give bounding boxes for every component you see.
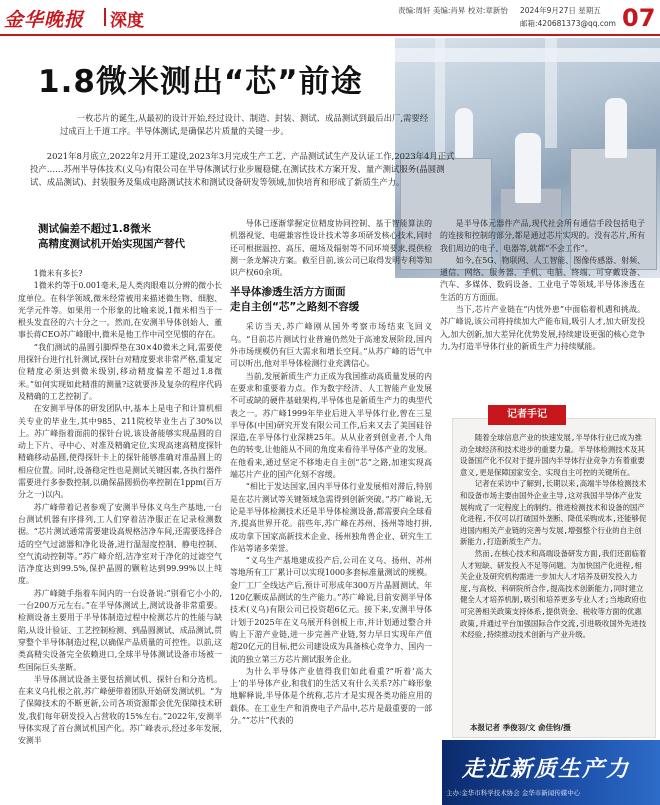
col1-paragraph: 半导体测试设备主要包括测试机、探针台和分选机。在来义乌扎根之前,苏广峰便带着团队开始研发测试机。“为了保障技术的不断更新,公司各项资源都会优先保障技术研发,我们每年研发投入占营收的15%左右。”2022年,安测半导体实现了首台测试机国产化。苏广峰表示,经过多年发展,安测半 [18, 674, 222, 746]
notes-paragraph: 记者在采访中了解到,长期以来,高端半导体检测技术和设备市场主要由国外企业主导,这对我国半导体产业发展构成了一定程度上的制约。推进检测技术和设备的国产化进程,不仅可以打破国外垄断、降低采购成本,还能够促进国内相关产业链的完善与发展,增强整个行业的自主创新能力,打造新质生产力。 [460, 479, 647, 547]
reporter-notes-tag: 记者手记 [488, 405, 566, 425]
lead-paragraph-1: 一枚芯片的诞生,从最初的设计开始,经过设计、制造、封装、测试、成品测试到最后出厂,需要经过成百上千道工序。半导体测试,是确保芯片质量的关键一步。 [60, 113, 429, 136]
notes-paragraph: 然而,在核心技术和高端设备研发方面,我们还面临着人才短缺、研发投入不足等问题。为加快国产化进程,相关企业及研究机构需进一步加大人才培养及研发投入力度,与高校、科研院所合作,提高技术创新能力,同时建立健全人才培养机制,吸引和培养更多专业人才;当地政府也可完善相关政策支持体系,提供资金、税收等方面的优惠政策,并通过平台加强国际合作交流,引进吸收国外先进技术经验,持续推动技术创新与产业升级。 [460, 548, 647, 640]
issue-date: 2024年9月27日 星期五 [520, 6, 601, 15]
col3-paragraph: 如今,在5G、物联网、人工智能、图像传感器、射频、通信、网络、服务器、手机、电脑、终端、可穿戴设备、汽车、多媒体、数码设备、工业电子等领域,半导体渗透在生活的方方面面。 [440, 255, 645, 302]
col2-paragraph: “相比于发达国家,国内半导体行业发展相对滞后,特别是在芯片测试等关键领域急需得到创新突破。”苏广峰说,无论是半导体检测技术还是半导体检测设备,都需要向全球看齐,提高世界开花。前些年,苏广峰在苏州、扬州等地打拼,成功拿下国家高新技术企业、扬州独角兽企业、研究生工作站等诸多荣誉。 [230, 482, 432, 553]
staff-credits [398, 5, 508, 16]
col1-paragraph: 苏广峰随手指着车间内的一台设备说:“别看它小小的,一台200万元左右。”在半导体测试上,测试设备非常重要。检测设备主要用于半导体制造过程中检测芯片的性能与缺陷,从设计验证、工艺控制检测、到晶圆测试、成品测试,贯穿整个半导体制造过程,以确保产品质量的可控性。以前,这类高精尖设备完全依赖进口,全球半导体测试设备市场被一些国际巨头垄断。 [18, 588, 222, 672]
col2-subhead: 半导体渗透生活方方面面 走自主创“芯”之路刻不容缓 [230, 286, 360, 314]
banner-sponsor: 主办:金华市科学技术协会 金华市新闻传媒中心 [446, 789, 581, 797]
headline: 1.8微米测出“芯”前途 [38, 64, 363, 100]
column-2 [230, 218, 432, 727]
notes-paragraph: 随着全球信息产业的快速发展,半导体行业已成为推动全球经济和技术进步的重要力量。半导体检测技术及其设备国产化不仅对于提升国内半导体行业竞争力有着重要意义,更是保障国家安全、实现自主可控的关键所在。 [460, 433, 645, 477]
col1-paragraph: 苏广峰带着记者参观了安测半导体义乌生产基地,一台台测试机器有序排列,工人们穿着洁净服正在记录检测数据。“芯片测试通常需要建设高规格洁净车间,还需要选择合适的空气过滤器和净化设备,进行温湿度控制、静电控制、空气流动控制等。”苏广峰介绍,洁净室对于净化的过滤空气洁净度达到99.5%,保护晶圆的颗粒达到99.99%以上纯度。 [18, 502, 222, 586]
masthead [0, 0, 660, 34]
logo-divider [104, 8, 106, 26]
section-title: 深度 [110, 11, 144, 31]
col2-paragraph: 采访当天,苏广峰刚从国外考察市场结束飞回义乌。“目前芯片测试行业普遍仍然处于高速发展阶段,国内外市场规模仍有巨大需求和增长空间。”从苏广峰的语气中可以听出,他对半导体检测行业充满信心。 [230, 322, 432, 369]
col1-paragraph: 在安测半导体的研发团队中,基本上是电子和计算机相关专业的毕业生,其中985、211院校毕业生占了30%以上。苏广峰指着面前的探针台说,该设备能够实现晶圆的自动上下片、寻中心、对准及精确定位,实现高速高精度探针精确移动晶圆,使得探针卡上的探针能够准确对准晶圆上的相应位置。同时,设备稳定性也是测试关键因素,各执行器件需要进行多参数控制,以确保晶圆损伤率控制在1ppm(百万分之一)以内。 [18, 404, 222, 500]
column-1 [18, 268, 222, 748]
banner-title: 走近新质生产力 [462, 757, 631, 782]
page-number: 07 [622, 4, 656, 32]
lead-body [30, 150, 460, 189]
lead-intro [60, 112, 436, 138]
staff-line: 责编:周轩 美编:肖昇 校对:章新怡 [398, 6, 508, 15]
column-3 [440, 218, 645, 353]
col2-paragraph: 当前,发展新质生产力正成为我国推动高质量发展的内在要求和重要着力点。作为数字经济、人工智能产业发展不可或缺的硬件基础架构,半导体也是新质生产力的典型代表之一。苏广峰1999年毕业后进入半导体行业,曾在三星半导体(中国)研究开发有限公司工作,后来又去了美国硅谷深造,在半导体行业深耕25年。从从业者到创业者,个人角色的转变,让他能从不同的角度来看待半导体产业的发展。在他看来,通过坚定不移地走自主创“芯”之路,加速实现高端芯片产业的国产化刻不容缓。 [230, 371, 432, 480]
col3-paragraph: 当下,芯片产业链在“内忧外患”中面临着机遇和挑战。苏广峰说,该公司将持续加大产能布局,吸引人才,加大研发投入,加大创新,加大差异化优势发展,持续建设更强的核心竞争力,为打造半导体行业的新质生产力持续赋能。 [440, 305, 645, 351]
col2-paragraph: 为什么半导体产业值得我们如此看重?“听着‘高大上’的半导体产业,和我们的生活又有什么关系?苏广峰形象地解释说,半导体是个统称,芯片才是实现各类功能应用的载体。在工业生产和消费电子产品中,芯片是最重要的一部分。”“芯片”代表的 [230, 666, 432, 725]
byline: 本报记者 季俊羽/文 俞佳钧/摄 [470, 723, 571, 732]
col3-paragraph: 是半导体元器件产品,现代社会所有通信手段包括电子的连接和控制的部分,都是通过芯片实现的。没有芯片,所有我们周边的电子、电器等,就都“不会工作”。 [440, 219, 645, 253]
col2-paragraph: 导体已逐渐掌握定位精度协同控制、基于智能算法的机器视觉、电磁兼容性设计技术等多项研发核心技术,同时还可根据温控、高压、磁场及辐射等不同环境要求,提供检测一条龙解决方案。截至目前,该公司已取得发明专利等知识产权60余项。 [230, 219, 432, 278]
contact-email[interactable]: 邮箱:420681373@qq.com [520, 19, 616, 28]
masthead-rule [0, 34, 660, 36]
newspaper-logo[interactable]: 金华晚报 [4, 9, 85, 31]
col1-paragraph: “我们测试的晶圆引脚焊垫在30×40微米之间,需要使用探针台进行扎针测试,探针台对精度要求非常严格,重复定位精度必须达到微米级别,移动精度偏差不超过1.8微米。”如何实现如此精准的测量?这就要涉及复杂的程序代码及精确的工艺控制了。 [18, 342, 222, 401]
col2-paragraph: “义乌生产基地建成投产后,公司在义乌、扬州、苏州等地所有工厂累计可以实现1000多套标准量测试的规模。金厂工厂全线达产后,预计可形成年300万片晶圆测试、年120亿颗成品测试的生产能力。”苏广峰说,目前安测半导体技术(义乌)有限公司已投资超6亿元。接下来,安测半导体计划于2025年在义乌展开科创板上市,并计划通过整合并购上下游产业链,进一步完善产业链,努力早日实现年产值超20亿元的目标,把公司建设成为具备核心竞争力、国内一流的独立第三方芯片测试服务企业。 [230, 556, 432, 664]
col1-subhead: 测试偏差不超过1.8微米 高精度测试机开始实现国产替代 [38, 223, 185, 250]
col1-paragraph: 1微米有多长? [33, 269, 83, 278]
lead-paragraph-2: 2021年8月底立,2022年2月开工建设,2023年3月完成生产工艺、产品测试试生产及认证工作,2023年4月正式投产……苏州半导体技术(义乌)有限公司在半导体测试行业步履稳健,在测试技术方案开发、量产测试服务(晶圆测试、成品测试)、封装服务及集成电路测试技术和测试设备研发等领域,加快培育和形成了新质生产力。 [30, 151, 455, 187]
col1-paragraph: 1微米约等于0.001毫米,是人类肉眼难以分辨的微小长度单位。在科学领域,微米经常被用来描述微生物、细胞、光学元件等。如果用一个形象的比喻来说,1微米相当于一根头发直径的六十分之一。然而,在安测半导体创始人、董事长蒋CEO苏广峰眼中,微米是他工作中司空见惯的存在。 [18, 281, 222, 340]
reporter-notes-text [460, 432, 648, 641]
